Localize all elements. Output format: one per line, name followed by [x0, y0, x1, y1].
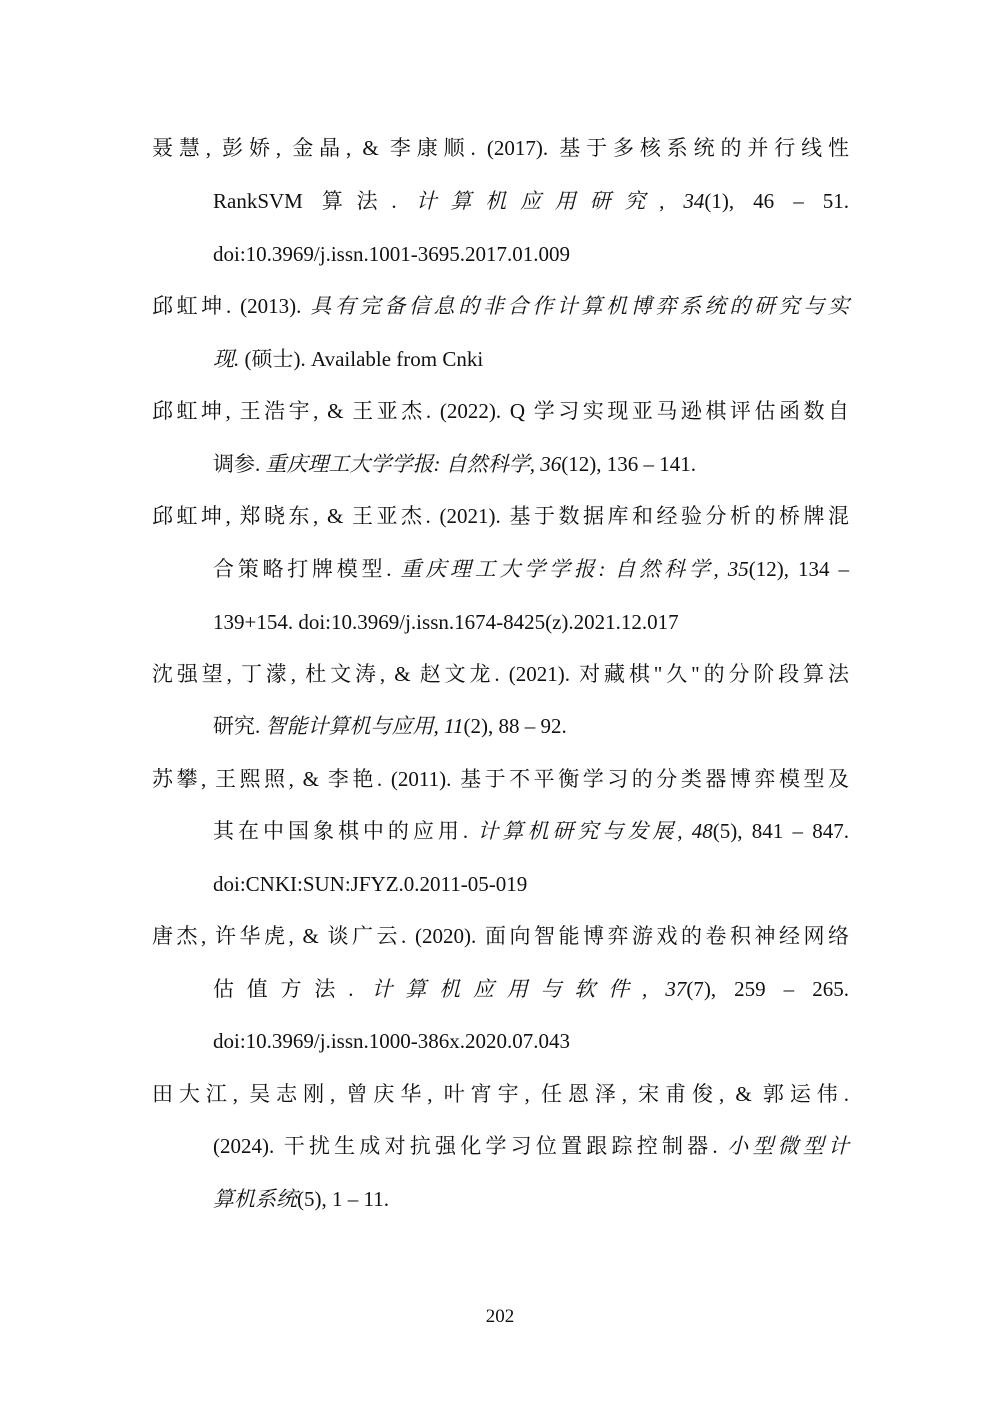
reference-line: [213, 228, 849, 280]
ref-italic: 具有完备信息的非合作计算机博弈系统的研究与实: [310, 294, 849, 318]
reference-line: [213, 963, 849, 1015]
reference-line: [152, 753, 849, 805]
ref-italic: 计算机应用研究, 34: [415, 189, 705, 213]
ref-text: 苏攀, 王熙照, & 李艳. (2011). 基于不平衡学习的分类器博弈模型及: [152, 767, 849, 791]
reference-line: [213, 700, 849, 752]
ref-text: 估值方法.: [213, 977, 372, 1001]
ref-text: (2024). 干扰生成对抗强化学习位置跟踪控制器.: [213, 1134, 728, 1158]
ref-text: RankSVM 算法.: [213, 189, 416, 213]
reference-line: [213, 438, 849, 490]
ref-italic: 现.: [213, 347, 240, 371]
reference-line: [152, 385, 849, 437]
ref-italic: 重庆理工大学学报: 自然科学, 35: [400, 557, 749, 581]
ref-text: 聂慧, 彭娇, 金晶, & 李康顺. (2017). 基于多核系统的并行线性: [152, 136, 849, 160]
ref-text: 唐杰, 许华虎, & 谈广云. (2020). 面向智能博弈游戏的卷积神经网络: [152, 924, 849, 948]
reference-line: [213, 1173, 849, 1225]
ref-text: (12), 136 – 141.: [561, 452, 696, 476]
ref-text: 邱虹坤, 王浩宇, & 王亚杰. (2022). Q 学习实现亚马逊棋评估函数自: [152, 399, 849, 423]
ref-italic: 重庆理工大学学报: 自然科学, 36: [265, 452, 562, 476]
ref-text: (5), 841 – 847.: [712, 819, 850, 843]
reference-line: [213, 858, 849, 910]
reference-line: [152, 280, 849, 332]
ref-italic: 计算机应用与软件, 37: [371, 977, 687, 1001]
ref-italic: 算机系统: [213, 1187, 297, 1211]
ref-text: (5), 1 – 11.: [297, 1187, 389, 1211]
ref-text: 邱虹坤. (2013).: [152, 294, 311, 318]
ref-text: 研究.: [213, 714, 266, 738]
ref-doi: doi:CNKI:SUN:JFYZ.0.2011-05-019: [213, 872, 528, 896]
reference-line: [152, 1068, 849, 1120]
reference-line: [213, 1120, 849, 1172]
ref-text: 沈强望, 丁濛, 杜文涛, & 赵文龙. (2021). 对藏棋"久"的分阶段算法: [152, 662, 849, 686]
reference-line: [213, 543, 849, 595]
ref-italic: 小型微型计: [727, 1134, 849, 1158]
reference-line: [152, 910, 849, 962]
ref-text: (12), 134 –: [748, 557, 849, 581]
ref-text: 其在中国象棋中的应用.: [213, 819, 478, 843]
reference-line: [152, 490, 849, 542]
reference-line: [213, 596, 849, 648]
page-number: 202: [485, 1306, 515, 1327]
ref-text: 合策略打牌模型.: [213, 557, 401, 581]
ref-text: (硕士). Available from Cnki: [239, 347, 484, 371]
reference-line: [152, 648, 849, 700]
reference-line: [213, 805, 849, 857]
ref-text: 邱虹坤, 郑晓东, & 王亚杰. (2021). 基于数据库和经验分析的桥牌混: [152, 504, 849, 528]
ref-text: 调参.: [213, 452, 266, 476]
ref-text: (7), 259 – 265.: [686, 977, 849, 1001]
ref-text: (1), 46 – 51.: [704, 189, 849, 213]
ref-italic: 计算机研究与发展, 48: [477, 819, 713, 843]
ref-italic: 智能计算机与应用, 11: [265, 714, 464, 738]
ref-doi: 139+154. doi:10.3969/j.issn.1674-8425(z).2021.12.017: [213, 610, 679, 634]
ref-text: 田大江, 吴志刚, 曾庆华, 叶宵宇, 任恩泽, 宋甫俊, & 郭运伟.: [152, 1082, 849, 1106]
ref-text: (2), 88 – 92.: [463, 714, 567, 738]
ref-doi: doi:10.3969/j.issn.1000-386x.2020.07.043: [213, 1029, 571, 1053]
ref-doi: doi:10.3969/j.issn.1001-3695.2017.01.009: [213, 242, 571, 266]
reference-line: [213, 175, 849, 227]
reference-line: [213, 333, 849, 385]
reference-line: [152, 122, 849, 174]
reference-line: [213, 1015, 849, 1067]
